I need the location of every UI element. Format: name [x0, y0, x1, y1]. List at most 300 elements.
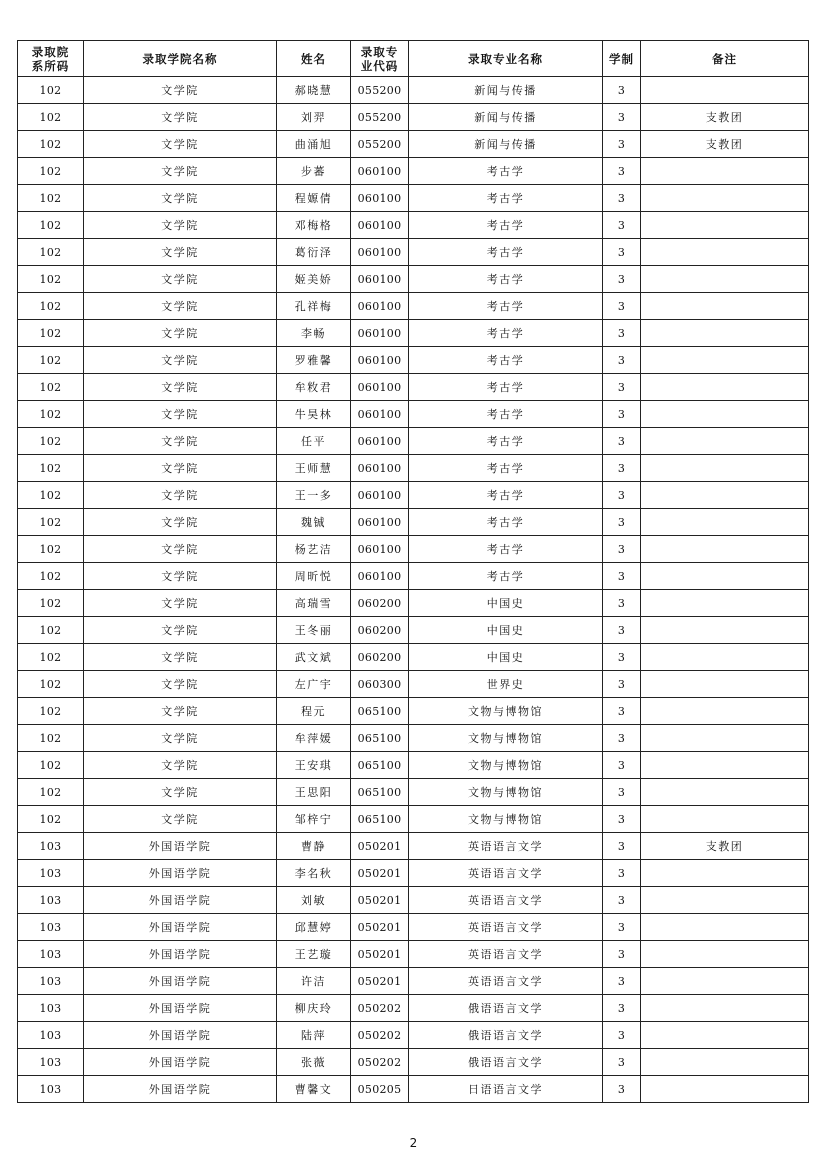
- college-name-cell: 文学院: [84, 428, 277, 455]
- college-name-cell: 文学院: [84, 158, 277, 185]
- duration-cell: 3: [603, 698, 641, 725]
- college-name-cell: 外国语学院: [84, 1022, 277, 1049]
- table-row: [18, 320, 809, 347]
- duration-cell: 3: [603, 158, 641, 185]
- major-code-cell: 050201: [351, 914, 409, 941]
- duration-cell: 3: [603, 77, 641, 104]
- table-row: [18, 1049, 809, 1076]
- remarks-cell: [641, 401, 809, 428]
- major-code-cell: 050201: [351, 968, 409, 995]
- major-name-cell: 英语语言文学: [409, 914, 603, 941]
- duration-cell: 3: [603, 644, 641, 671]
- duration-cell: 3: [603, 536, 641, 563]
- dept-code-cell: 102: [18, 374, 84, 401]
- duration-cell: 3: [603, 401, 641, 428]
- duration-cell: 3: [603, 185, 641, 212]
- table-row: [18, 374, 809, 401]
- college-name-cell: 文学院: [84, 401, 277, 428]
- student-name-cell: 左广宇: [277, 671, 351, 698]
- duration-cell: 3: [603, 131, 641, 158]
- remarks-cell: [641, 941, 809, 968]
- dept-code-cell: 102: [18, 509, 84, 536]
- dept-code-cell: 103: [18, 941, 84, 968]
- remarks-cell: 支教团: [641, 131, 809, 158]
- table-row: [18, 104, 809, 131]
- major-name-cell: 英语语言文学: [409, 887, 603, 914]
- dept-code-cell: 103: [18, 914, 84, 941]
- remarks-cell: [641, 698, 809, 725]
- header-student-name: 姓名: [277, 41, 351, 77]
- major-name-cell: 英语语言文学: [409, 860, 603, 887]
- major-code-cell: 060100: [351, 428, 409, 455]
- major-name-cell: 新闻与传播: [409, 131, 603, 158]
- major-name-cell: 俄语语言文学: [409, 1049, 603, 1076]
- table-row: [18, 455, 809, 482]
- major-code-cell: 055200: [351, 77, 409, 104]
- remarks-cell: [641, 455, 809, 482]
- college-name-cell: 文学院: [84, 644, 277, 671]
- major-code-cell: 060200: [351, 590, 409, 617]
- remarks-cell: [641, 428, 809, 455]
- college-name-cell: 文学院: [84, 563, 277, 590]
- major-name-cell: 中国史: [409, 617, 603, 644]
- duration-cell: 3: [603, 806, 641, 833]
- major-name-cell: 考古学: [409, 374, 603, 401]
- table-row: [18, 914, 809, 941]
- college-name-cell: 文学院: [84, 77, 277, 104]
- major-name-cell: 文物与博物馆: [409, 752, 603, 779]
- major-code-cell: 050202: [351, 1022, 409, 1049]
- major-code-cell: 050202: [351, 1049, 409, 1076]
- header-dept-code: 录取院系所码: [18, 41, 84, 77]
- remarks-cell: [641, 671, 809, 698]
- table-row: [18, 1022, 809, 1049]
- college-name-cell: 外国语学院: [84, 1076, 277, 1103]
- table-row: [18, 77, 809, 104]
- duration-cell: 3: [603, 482, 641, 509]
- major-name-cell: 俄语语言文学: [409, 1022, 603, 1049]
- table-row: [18, 401, 809, 428]
- dept-code-cell: 102: [18, 239, 84, 266]
- college-name-cell: 文学院: [84, 347, 277, 374]
- college-name-cell: 文学院: [84, 185, 277, 212]
- student-name-cell: 罗雅馨: [277, 347, 351, 374]
- student-name-cell: 魏铖: [277, 509, 351, 536]
- major-name-cell: 日语语言文学: [409, 1076, 603, 1103]
- table-row: [18, 779, 809, 806]
- college-name-cell: 文学院: [84, 212, 277, 239]
- dept-code-cell: 103: [18, 833, 84, 860]
- duration-cell: 3: [603, 833, 641, 860]
- student-name-cell: 许洁: [277, 968, 351, 995]
- dept-code-cell: 103: [18, 1076, 84, 1103]
- remarks-cell: [641, 968, 809, 995]
- student-name-cell: 郝晓慧: [277, 77, 351, 104]
- major-name-cell: 英语语言文学: [409, 833, 603, 860]
- student-name-cell: 曹静: [277, 833, 351, 860]
- duration-cell: 3: [603, 887, 641, 914]
- college-name-cell: 文学院: [84, 239, 277, 266]
- student-name-cell: 刘敏: [277, 887, 351, 914]
- college-name-cell: 文学院: [84, 131, 277, 158]
- college-name-cell: 外国语学院: [84, 887, 277, 914]
- major-name-cell: 考古学: [409, 185, 603, 212]
- header-row: [18, 41, 809, 77]
- major-name-cell: 考古学: [409, 158, 603, 185]
- major-code-cell: 060300: [351, 671, 409, 698]
- dept-code-cell: 102: [18, 320, 84, 347]
- major-code-cell: 060100: [351, 374, 409, 401]
- major-name-cell: 文物与博物馆: [409, 725, 603, 752]
- major-code-cell: 060100: [351, 509, 409, 536]
- major-code-cell: 060100: [351, 401, 409, 428]
- duration-cell: 3: [603, 104, 641, 131]
- remarks-cell: [641, 509, 809, 536]
- dept-code-cell: 102: [18, 185, 84, 212]
- major-code-cell: 050201: [351, 941, 409, 968]
- major-name-cell: 考古学: [409, 563, 603, 590]
- table-row: [18, 563, 809, 590]
- dept-code-cell: 102: [18, 752, 84, 779]
- major-code-cell: 065100: [351, 725, 409, 752]
- major-code-cell: 060100: [351, 320, 409, 347]
- major-code-cell: 050201: [351, 833, 409, 860]
- duration-cell: 3: [603, 590, 641, 617]
- remarks-cell: [641, 536, 809, 563]
- student-name-cell: 邹梓宁: [277, 806, 351, 833]
- major-name-cell: 考古学: [409, 266, 603, 293]
- major-name-cell: 考古学: [409, 509, 603, 536]
- student-name-cell: 李畅: [277, 320, 351, 347]
- student-name-cell: 张薇: [277, 1049, 351, 1076]
- table-row: [18, 509, 809, 536]
- major-name-cell: 英语语言文学: [409, 941, 603, 968]
- student-name-cell: 周昕悦: [277, 563, 351, 590]
- student-name-cell: 王师慧: [277, 455, 351, 482]
- college-name-cell: 文学院: [84, 455, 277, 482]
- student-name-cell: 程嫄倩: [277, 185, 351, 212]
- duration-cell: 3: [603, 941, 641, 968]
- table-row: [18, 833, 809, 860]
- major-name-cell: 考古学: [409, 293, 603, 320]
- remarks-cell: [641, 293, 809, 320]
- duration-cell: 3: [603, 239, 641, 266]
- college-name-cell: 文学院: [84, 536, 277, 563]
- major-code-cell: 065100: [351, 752, 409, 779]
- remarks-cell: [641, 563, 809, 590]
- student-name-cell: 王一多: [277, 482, 351, 509]
- college-name-cell: 文学院: [84, 752, 277, 779]
- major-code-cell: 060100: [351, 185, 409, 212]
- table-row: [18, 752, 809, 779]
- college-name-cell: 文学院: [84, 482, 277, 509]
- remarks-cell: [641, 887, 809, 914]
- college-name-cell: 文学院: [84, 509, 277, 536]
- table-row: [18, 347, 809, 374]
- dept-code-cell: 103: [18, 995, 84, 1022]
- duration-cell: 3: [603, 374, 641, 401]
- dept-code-cell: 102: [18, 806, 84, 833]
- remarks-cell: 支教团: [641, 833, 809, 860]
- duration-cell: 3: [603, 509, 641, 536]
- remarks-cell: [641, 779, 809, 806]
- remarks-cell: [641, 347, 809, 374]
- major-code-cell: 060100: [351, 239, 409, 266]
- student-name-cell: 武文斌: [277, 644, 351, 671]
- dept-code-cell: 102: [18, 428, 84, 455]
- major-code-cell: 055200: [351, 104, 409, 131]
- major-code-cell: 060100: [351, 293, 409, 320]
- table-row: [18, 860, 809, 887]
- header-duration: 学制: [603, 41, 641, 77]
- table-row: [18, 212, 809, 239]
- student-name-cell: 陆萍: [277, 1022, 351, 1049]
- major-code-cell: 050202: [351, 995, 409, 1022]
- major-code-cell: 050201: [351, 887, 409, 914]
- college-name-cell: 文学院: [84, 671, 277, 698]
- header-major-code: 录取专业代码: [351, 41, 409, 77]
- student-name-cell: 高瑞雪: [277, 590, 351, 617]
- major-code-cell: 065100: [351, 698, 409, 725]
- dept-code-cell: 102: [18, 401, 84, 428]
- dept-code-cell: 102: [18, 158, 84, 185]
- remarks-cell: [641, 212, 809, 239]
- table-row: [18, 887, 809, 914]
- dept-code-cell: 102: [18, 725, 84, 752]
- dept-code-cell: 102: [18, 644, 84, 671]
- table-row: [18, 671, 809, 698]
- college-name-cell: 文学院: [84, 725, 277, 752]
- remarks-cell: [641, 1022, 809, 1049]
- table-row: [18, 1076, 809, 1103]
- college-name-cell: 外国语学院: [84, 833, 277, 860]
- dept-code-cell: 103: [18, 860, 84, 887]
- student-name-cell: 王思阳: [277, 779, 351, 806]
- header-remarks: 备注: [641, 41, 809, 77]
- dept-code-cell: 102: [18, 779, 84, 806]
- table-row: [18, 698, 809, 725]
- remarks-cell: [641, 914, 809, 941]
- college-name-cell: 外国语学院: [84, 860, 277, 887]
- dept-code-cell: 103: [18, 1049, 84, 1076]
- remarks-cell: [641, 482, 809, 509]
- student-name-cell: 曲涌旭: [277, 131, 351, 158]
- major-name-cell: 考古学: [409, 536, 603, 563]
- major-name-cell: 考古学: [409, 212, 603, 239]
- student-name-cell: 任平: [277, 428, 351, 455]
- table-row: [18, 644, 809, 671]
- table-row: [18, 428, 809, 455]
- dept-code-cell: 102: [18, 455, 84, 482]
- major-code-cell: 060200: [351, 617, 409, 644]
- table-body: [18, 77, 809, 1103]
- student-name-cell: 邓梅格: [277, 212, 351, 239]
- student-name-cell: 牟萍媛: [277, 725, 351, 752]
- table-row: [18, 806, 809, 833]
- table-row: [18, 590, 809, 617]
- major-name-cell: 文物与博物馆: [409, 806, 603, 833]
- dept-code-cell: 102: [18, 131, 84, 158]
- remarks-cell: [641, 239, 809, 266]
- college-name-cell: 文学院: [84, 374, 277, 401]
- student-name-cell: 曹馨文: [277, 1076, 351, 1103]
- major-name-cell: 俄语语言文学: [409, 995, 603, 1022]
- table-row: [18, 131, 809, 158]
- duration-cell: 3: [603, 1076, 641, 1103]
- student-name-cell: 葛衍泽: [277, 239, 351, 266]
- duration-cell: 3: [603, 995, 641, 1022]
- college-name-cell: 文学院: [84, 266, 277, 293]
- major-code-cell: 050201: [351, 860, 409, 887]
- remarks-cell: 支教团: [641, 104, 809, 131]
- major-name-cell: 考古学: [409, 482, 603, 509]
- duration-cell: 3: [603, 266, 641, 293]
- student-name-cell: 牟敉君: [277, 374, 351, 401]
- major-code-cell: 060100: [351, 455, 409, 482]
- table-row: [18, 158, 809, 185]
- student-name-cell: 牛昊林: [277, 401, 351, 428]
- college-name-cell: 外国语学院: [84, 1049, 277, 1076]
- student-name-cell: 李名秋: [277, 860, 351, 887]
- college-name-cell: 外国语学院: [84, 941, 277, 968]
- table-row: [18, 266, 809, 293]
- major-name-cell: 新闻与传播: [409, 104, 603, 131]
- duration-cell: 3: [603, 1022, 641, 1049]
- dept-code-cell: 102: [18, 266, 84, 293]
- remarks-cell: [641, 860, 809, 887]
- major-code-cell: 060100: [351, 158, 409, 185]
- major-name-cell: 文物与博物馆: [409, 698, 603, 725]
- remarks-cell: [641, 1049, 809, 1076]
- student-name-cell: 杨艺洁: [277, 536, 351, 563]
- student-name-cell: 步蕃: [277, 158, 351, 185]
- table-row: [18, 482, 809, 509]
- table-row: [18, 617, 809, 644]
- college-name-cell: 文学院: [84, 806, 277, 833]
- admission-table: [17, 40, 809, 1103]
- student-name-cell: 王安琪: [277, 752, 351, 779]
- dept-code-cell: 102: [18, 698, 84, 725]
- remarks-cell: [641, 725, 809, 752]
- major-name-cell: 考古学: [409, 347, 603, 374]
- major-code-cell: 055200: [351, 131, 409, 158]
- dept-code-cell: 102: [18, 104, 84, 131]
- college-name-cell: 文学院: [84, 293, 277, 320]
- duration-cell: 3: [603, 293, 641, 320]
- major-name-cell: 考古学: [409, 239, 603, 266]
- student-name-cell: 孔祥梅: [277, 293, 351, 320]
- major-name-cell: 新闻与传播: [409, 77, 603, 104]
- remarks-cell: [641, 644, 809, 671]
- duration-cell: 3: [603, 428, 641, 455]
- student-name-cell: 程元: [277, 698, 351, 725]
- remarks-cell: [641, 185, 809, 212]
- major-name-cell: 英语语言文学: [409, 968, 603, 995]
- dept-code-cell: 102: [18, 77, 84, 104]
- college-name-cell: 文学院: [84, 698, 277, 725]
- major-name-cell: 中国史: [409, 644, 603, 671]
- remarks-cell: [641, 617, 809, 644]
- major-name-cell: 中国史: [409, 590, 603, 617]
- dept-code-cell: 102: [18, 590, 84, 617]
- college-name-cell: 外国语学院: [84, 914, 277, 941]
- major-name-cell: 世界史: [409, 671, 603, 698]
- major-name-cell: 考古学: [409, 455, 603, 482]
- remarks-cell: [641, 266, 809, 293]
- table-row: [18, 941, 809, 968]
- duration-cell: 3: [603, 455, 641, 482]
- table-row: [18, 995, 809, 1022]
- admission-list: [17, 40, 808, 1103]
- college-name-cell: 文学院: [84, 104, 277, 131]
- major-name-cell: 文物与博物馆: [409, 779, 603, 806]
- major-name-cell: 考古学: [409, 320, 603, 347]
- table-row: [18, 293, 809, 320]
- remarks-cell: [641, 1076, 809, 1103]
- duration-cell: 3: [603, 617, 641, 644]
- major-code-cell: 065100: [351, 779, 409, 806]
- remarks-cell: [641, 995, 809, 1022]
- remarks-cell: [641, 752, 809, 779]
- major-code-cell: 060100: [351, 347, 409, 374]
- college-name-cell: 文学院: [84, 590, 277, 617]
- major-code-cell: 060200: [351, 644, 409, 671]
- major-code-cell: 050205: [351, 1076, 409, 1103]
- header-major-name: 录取专业名称: [409, 41, 603, 77]
- major-code-cell: 065100: [351, 806, 409, 833]
- remarks-cell: [641, 320, 809, 347]
- major-code-cell: 060100: [351, 266, 409, 293]
- duration-cell: 3: [603, 725, 641, 752]
- dept-code-cell: 102: [18, 563, 84, 590]
- dept-code-cell: 102: [18, 293, 84, 320]
- remarks-cell: [641, 158, 809, 185]
- duration-cell: 3: [603, 347, 641, 374]
- table-row: [18, 725, 809, 752]
- duration-cell: 3: [603, 968, 641, 995]
- page-number: 2: [409, 1136, 418, 1150]
- college-name-cell: 外国语学院: [84, 995, 277, 1022]
- remarks-cell: [641, 77, 809, 104]
- table-row: [18, 968, 809, 995]
- college-name-cell: 外国语学院: [84, 968, 277, 995]
- remarks-cell: [641, 806, 809, 833]
- duration-cell: 3: [603, 860, 641, 887]
- duration-cell: 3: [603, 320, 641, 347]
- duration-cell: 3: [603, 779, 641, 806]
- major-code-cell: 060100: [351, 212, 409, 239]
- student-name-cell: 刘羿: [277, 104, 351, 131]
- duration-cell: 3: [603, 671, 641, 698]
- table-row: [18, 239, 809, 266]
- major-code-cell: 060100: [351, 536, 409, 563]
- duration-cell: 3: [603, 914, 641, 941]
- dept-code-cell: 102: [18, 671, 84, 698]
- dept-code-cell: 103: [18, 887, 84, 914]
- table-row: [18, 185, 809, 212]
- dept-code-cell: 102: [18, 482, 84, 509]
- dept-code-cell: 102: [18, 617, 84, 644]
- dept-code-cell: 103: [18, 1022, 84, 1049]
- duration-cell: 3: [603, 212, 641, 239]
- college-name-cell: 文学院: [84, 320, 277, 347]
- major-name-cell: 考古学: [409, 401, 603, 428]
- duration-cell: 3: [603, 563, 641, 590]
- dept-code-cell: 102: [18, 536, 84, 563]
- student-name-cell: 柳庆玲: [277, 995, 351, 1022]
- duration-cell: 3: [603, 1049, 641, 1076]
- student-name-cell: 邱慧婷: [277, 914, 351, 941]
